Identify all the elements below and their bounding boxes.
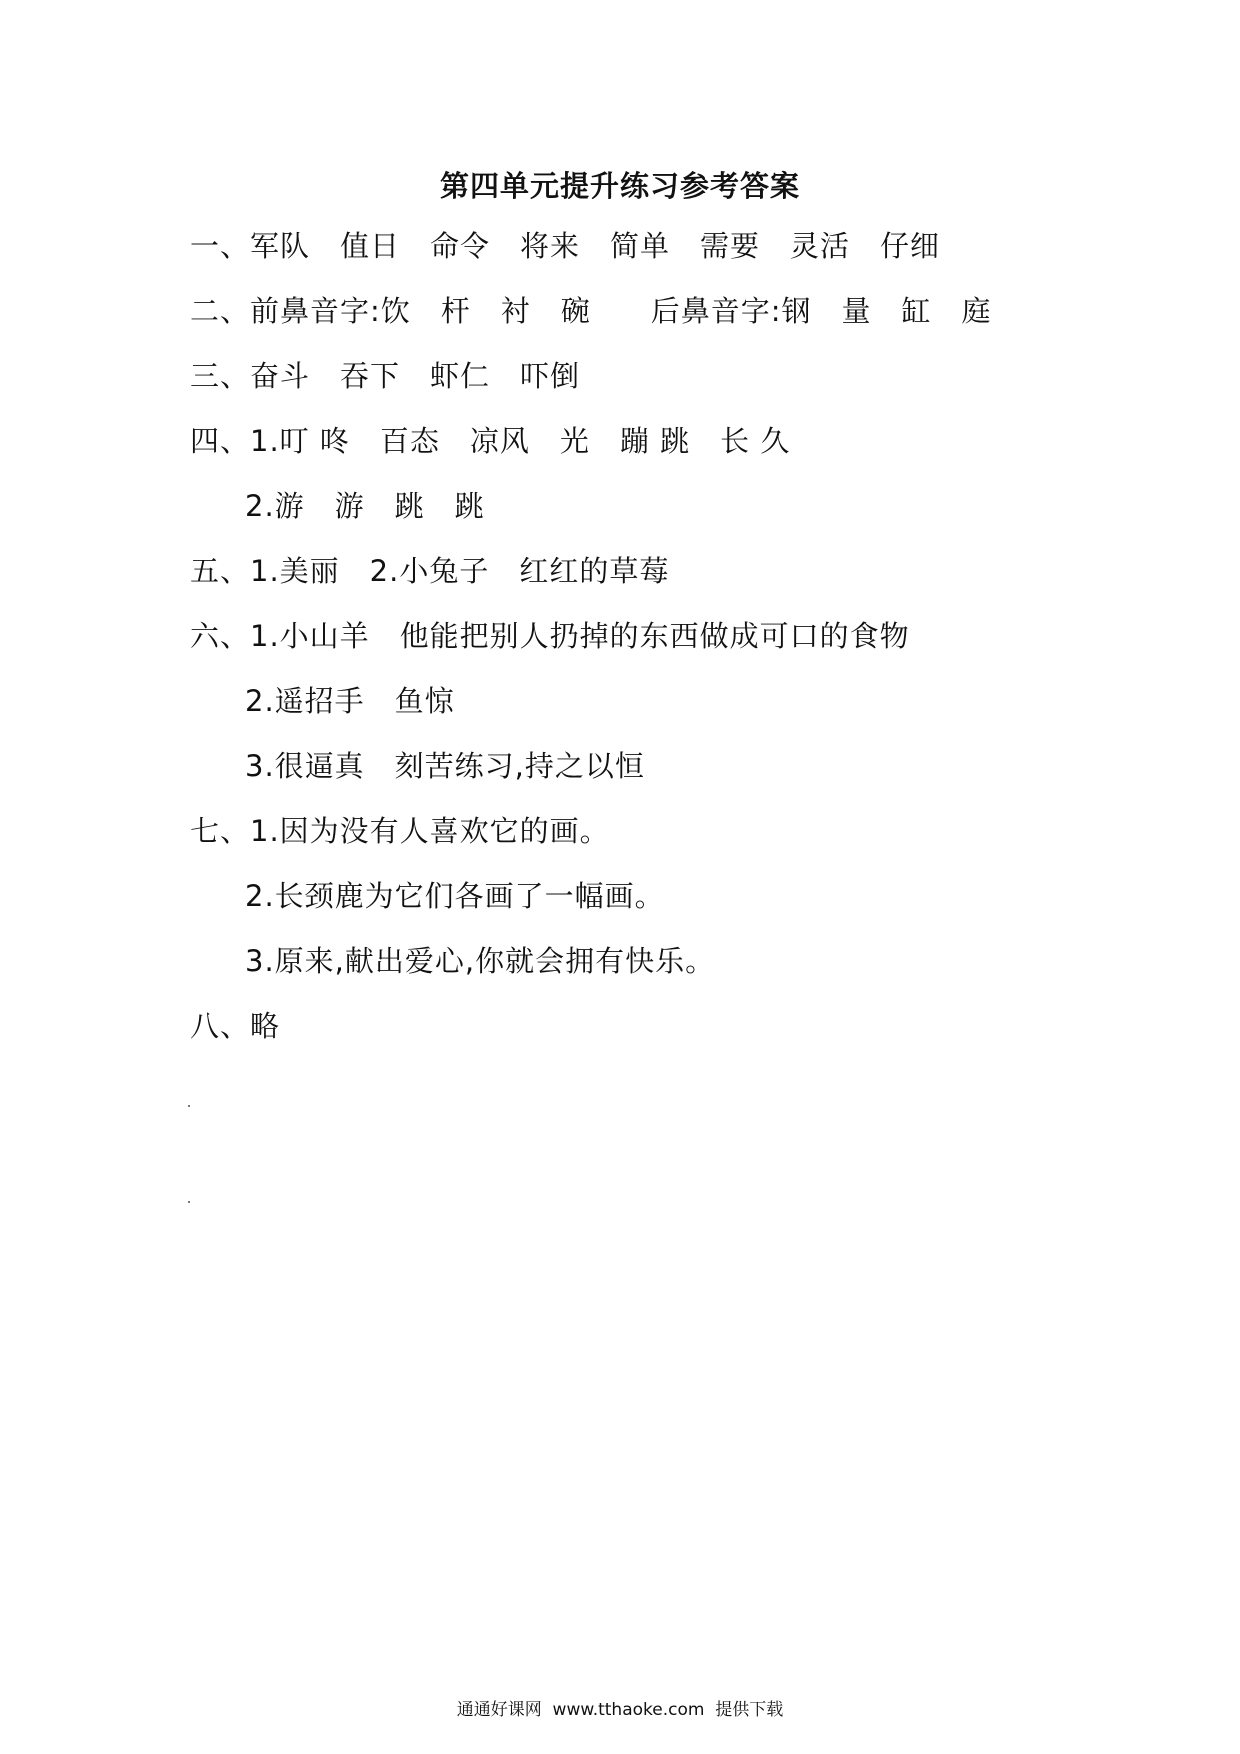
answer-line-6: 六、1.小山羊 他能把别人扔掉的东西做成可口的食物 [190,619,910,653]
answer-line-2: 二、前鼻音字:饮 杆 衬 碗 后鼻音字:钢 量 缸 庭 [190,294,992,328]
answer-line-7-3: 3.原来,献出爱心,你就会拥有快乐。 [245,944,716,978]
answer-line-7-2: 2.长颈鹿为它们各画了一幅画。 [245,879,665,913]
answer-line-4: 四、1.叮 咚 百态 凉风 光 蹦 跳 长 久 [190,424,791,458]
answer-line-6-3: 3.很逼真 刻苦练习,持之以恒 [245,749,645,783]
footer-source: 通通好课网 www.tthaoke.com 提供下载 [456,1700,784,1720]
answer-line-5: 五、1.美丽 2.小兔子 红红的草莓 [190,554,670,588]
answer-line-4-2: 2.游 游 跳 跳 [245,489,485,523]
document-title: 第四单元提升练习参考答案 [439,169,800,203]
scan-dot [188,1201,190,1203]
answer-line-7: 七、1.因为没有人喜欢它的画。 [190,814,610,848]
answer-line-8: 八、略 [190,1009,281,1043]
answer-line-3: 三、奋斗 吞下 虾仁 吓倒 [190,359,581,393]
scan-dot [188,1105,190,1107]
answer-line-6-2: 2.遥招手 鱼惊 [245,684,455,718]
answer-line-1: 一、军队 值日 命令 将来 简单 需要 灵活 仔细 [190,229,941,263]
